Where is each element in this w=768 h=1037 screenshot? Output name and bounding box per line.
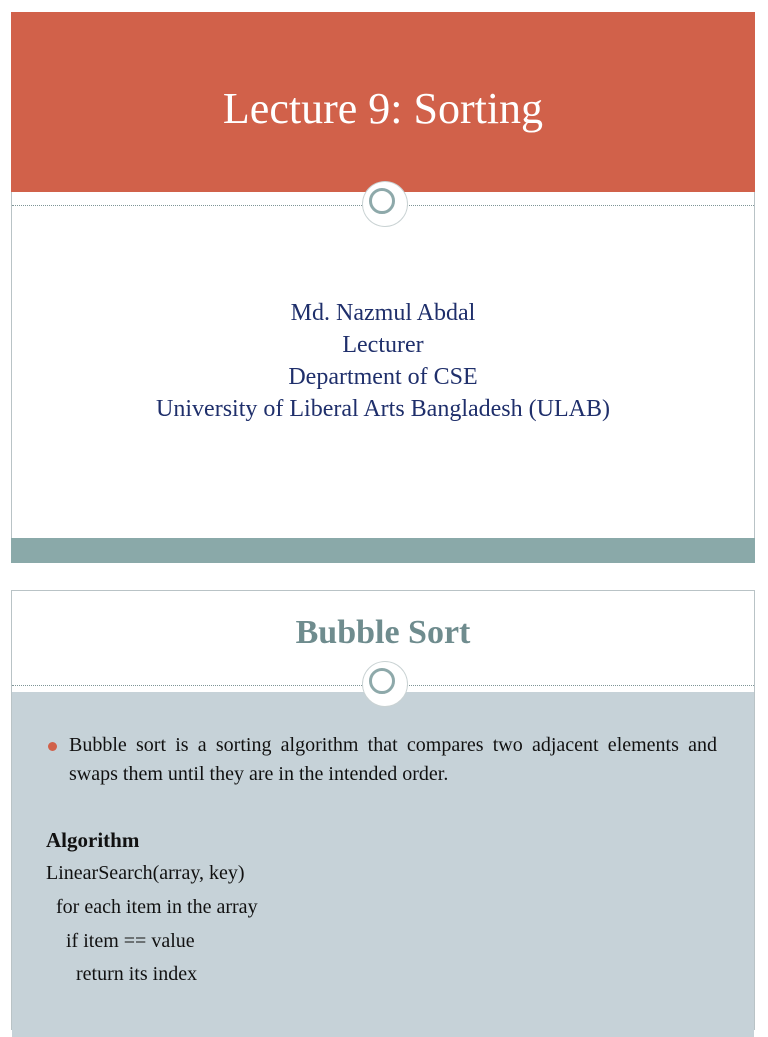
bottom-band: [11, 538, 755, 563]
author-department: Department of CSE: [288, 364, 478, 390]
author-role: Lecturer: [342, 332, 424, 358]
author-name: Md. Nazmul Abdal: [290, 300, 476, 326]
algorithm-title: Algorithm: [46, 828, 140, 852]
code-line: if item == value: [46, 930, 195, 952]
author-university: University of Liberal Arts Bangladesh (ULAB): [156, 396, 610, 422]
circle-ornament-icon: [363, 182, 407, 226]
author-block: [12, 297, 754, 425]
code-line: LinearSearch(array, key): [46, 862, 245, 884]
bullet-icon: [48, 742, 57, 751]
slide-title: Lecture 9: Sorting: [222, 84, 544, 133]
code-line: return its index: [46, 963, 198, 985]
title-slide: [11, 12, 755, 563]
content-slide: [11, 590, 755, 1030]
code-line: for each item in the array: [46, 896, 258, 918]
bullet-text: Bubble sort is a sorting algorithm that compares two adjacent elements and swaps them until they are in the intended order.: [69, 734, 717, 785]
circle-ornament-icon: [363, 662, 407, 706]
slide-heading: Bubble Sort: [295, 614, 471, 651]
